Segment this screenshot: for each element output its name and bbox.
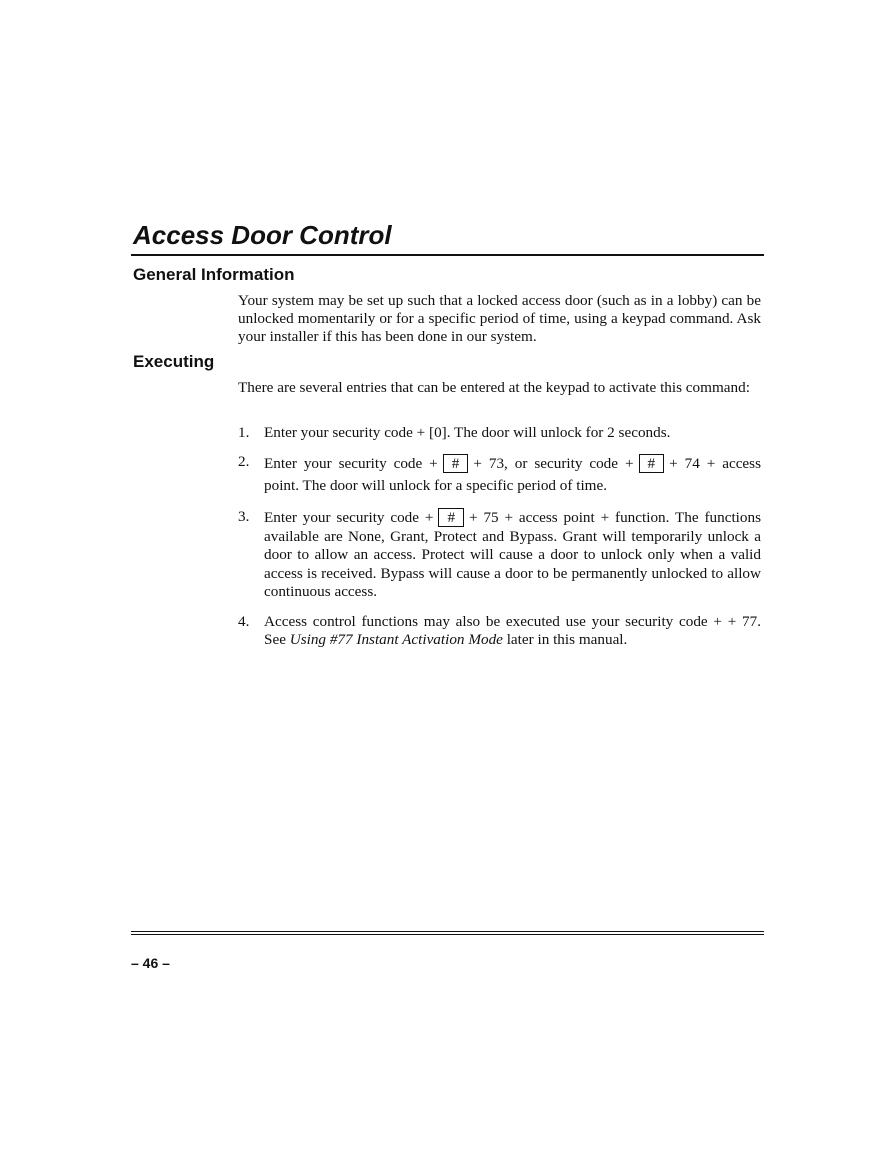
list-item-text: Enter your security code + [0]. The door will unlock for 2 seconds. — [264, 424, 671, 441]
pound-key-box: # — [443, 454, 469, 473]
text-segment: + 74 + access point. The door will unlock for a specific period of time. — [264, 455, 761, 494]
list-item-text — [264, 613, 761, 649]
text-segment: later in this manual. — [506, 631, 628, 648]
text-segment: Access control functions may also be executed use your security code + + 77. See — [264, 613, 761, 648]
list-item-text — [264, 508, 761, 602]
list-number: 2. — [238, 453, 250, 470]
page-title: Access Door Control — [133, 220, 392, 250]
section-heading-executing: Executing — [133, 352, 215, 371]
manual-reference: Using #77 Instant Activation Mode — [289, 631, 503, 648]
general-information-paragraph: Your system may be set up such that a locked access door (such as in a lobby) can be unlocked momentarily or for a specific period of time, using a keypad command. Ask your installer if this has been done in our system. — [238, 292, 761, 345]
pound-key-box: # — [639, 454, 665, 473]
list-number: 4. — [238, 613, 250, 630]
text-segment: Enter your security code + — [264, 455, 438, 472]
pound-key-box: # — [438, 508, 464, 527]
section-heading-general-information: General Information — [133, 265, 295, 284]
text-segment: + 75 + access point + function. The functions available are None, Grant, Protect and Bypass. Grant will temporarily unlock a door to allow an access. Protect will cause a door to unlock only when a valid access is received. Bypass will cause a door to be permanently unlocked to allow continuous access. — [264, 509, 761, 600]
footer-rule — [131, 931, 764, 932]
footer-rule — [131, 934, 764, 935]
list-item-text — [264, 453, 761, 497]
list-number: 1. — [238, 424, 250, 441]
text-segment: Enter your security code + — [264, 509, 434, 526]
executing-paragraph: There are several entries that can be entered at the keypad to activate this command: — [238, 379, 750, 396]
title-underline — [131, 254, 764, 256]
list-number: 3. — [238, 508, 250, 525]
text-segment: + 73, or security code + — [473, 455, 634, 472]
page-number: – 46 – — [131, 955, 170, 971]
